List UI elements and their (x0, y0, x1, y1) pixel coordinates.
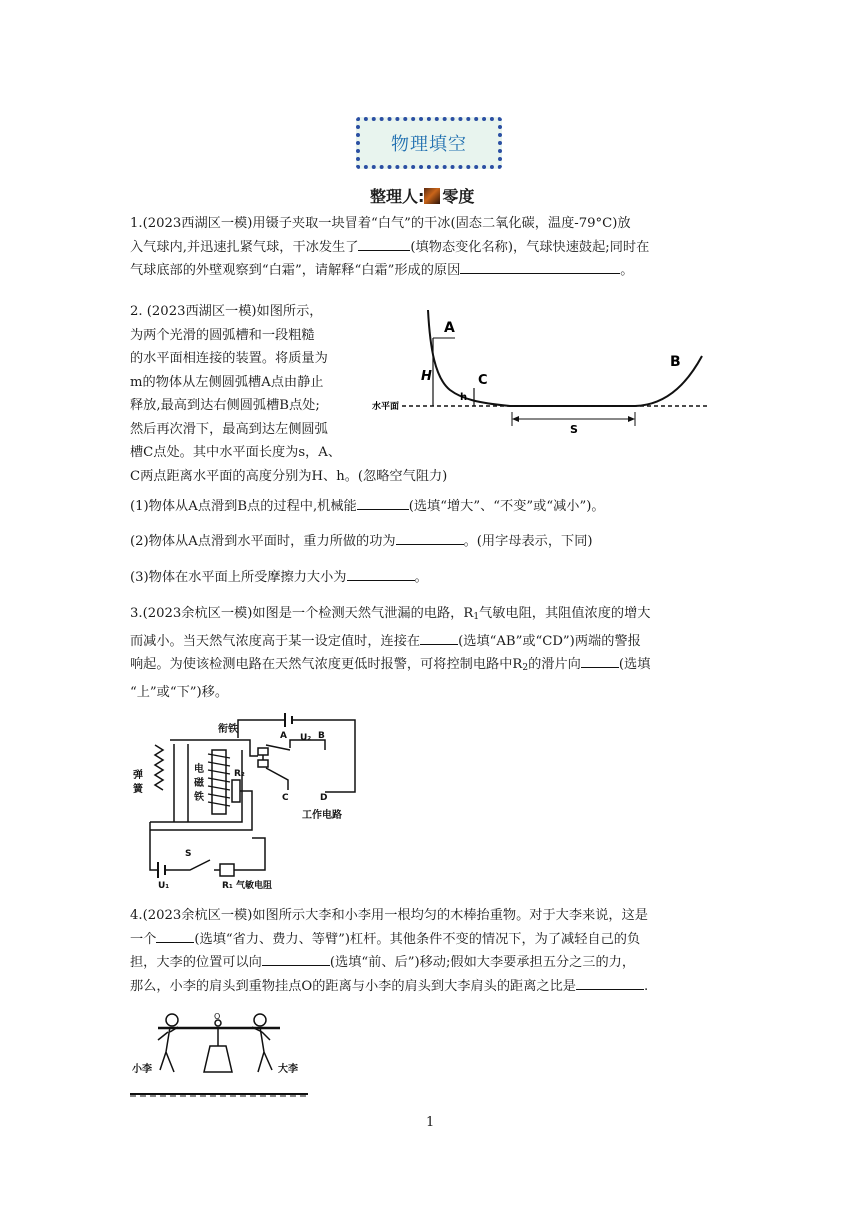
label-C: C (478, 373, 488, 388)
q2-text: 。(用字母表示，下同) (463, 534, 593, 549)
q3-subscript: 1 (473, 612, 480, 622)
q4-line-4 (130, 975, 730, 999)
person-big-body (252, 1027, 272, 1072)
q3-text: 而减小。当天然气浓度高于某一设定值时，连接在 (130, 633, 421, 649)
contact-c (266, 768, 288, 790)
q3-line-3 (130, 653, 730, 681)
q2-line: 的水平面相连接的装置。将质量为 (130, 351, 328, 366)
label-R2: R₂ (234, 769, 245, 779)
q3-line-1 (130, 602, 730, 630)
organizer-label: 整理人: (370, 187, 425, 206)
label-B: B (318, 731, 325, 741)
person-small-body (158, 1027, 178, 1072)
q3-text: (选填“AB”或“CD”)两端的警报 (458, 633, 641, 649)
organizer-name: 零度 (442, 187, 475, 206)
spring (155, 745, 163, 790)
label-s: S (570, 423, 578, 436)
label-magnet-1: 电 (194, 764, 204, 775)
q4-text: 一个 (130, 931, 157, 947)
q1-text: 气球底部的外壁观察到“白霜”，请解释“白霜”形成的原因 (130, 263, 461, 278)
contact-a (266, 745, 290, 750)
label-ground: 水平面 (372, 402, 400, 412)
q4-text: . (644, 978, 649, 994)
q4-text: 担，大李的位置可以向 (130, 955, 262, 970)
q3-line-2 (130, 630, 730, 654)
person-big-head (254, 1014, 266, 1026)
q4-text: (选填“省力、费力、等臂”)杠杆。其他条件不变的情况下，为了减轻自己的负 (194, 931, 641, 947)
person-small-head (166, 1014, 178, 1026)
label-h: h (460, 392, 468, 403)
q2-blank-1[interactable] (357, 495, 409, 510)
q4-line-2 (130, 928, 730, 952)
q4-text: (选填“前、后”)移动;假如大李要承担五分之三的力， (329, 955, 636, 970)
question-1 (130, 212, 730, 283)
q4-line-1: 4.(2023余杭区一模)如图所示大李和小李用一根均匀的木棒抬重物。对于大李来说，这是 (130, 908, 648, 923)
q2-sub-2 (130, 530, 730, 554)
q2-line: 槽C点处。其中水平面长度为s，A、 (130, 445, 342, 460)
q2-blank-2[interactable] (396, 530, 464, 545)
label-D: D (320, 793, 328, 803)
label-work-circuit: 工作电路 (302, 810, 342, 821)
q3-line-4: “上”或“下”)移。 (130, 684, 229, 700)
label-big-li: 大李 (278, 1064, 298, 1075)
q1-text: (填物态变化名称)，气球快速鼓起;同时在 (410, 239, 650, 255)
q2-sub-3 (130, 566, 730, 590)
q3-text: 响起。为使该检测电路在天然气浓度更低时报警，可将控制电路中R (130, 657, 523, 672)
q3-blank-1[interactable] (420, 630, 458, 645)
q1-line-3 (130, 259, 730, 283)
q1-line-2 (130, 236, 730, 260)
page-number: 1 (426, 1115, 435, 1130)
label-H: H (421, 369, 432, 384)
gas-detector-circuit (130, 710, 360, 891)
q2-text: (3)物体在水平面上所受摩擦力大小为 (130, 570, 347, 585)
label-spring-2: 簧 (133, 784, 143, 795)
label-magnet-3: 铁 (194, 792, 204, 803)
q1-text: 入气球内,并迅速扎紧气球，干冰发生了 (130, 239, 359, 255)
q1-line-1: 1.(2023西湖区一模)用镊子夹取一块冒着“白气”的干冰(固态二氧化碳，温度-79°C)放 (130, 216, 631, 231)
q2-line: 为两个光滑的圆弧槽和一段粗糙 (130, 327, 315, 343)
q3-text: 的滑片向 (528, 657, 581, 672)
label-A: A (444, 320, 455, 336)
organizer-logo-icon (424, 188, 440, 204)
q3-text: 3.(2023余杭区一模)如图是一个检测天然气泄漏的电路，R (130, 606, 474, 621)
label-spring-1: 弹 (133, 770, 143, 781)
q2-line: 然后再次滑下，最高到达左侧圆弧 (130, 421, 328, 437)
label-small-li: 小李 (132, 1064, 152, 1075)
label-A: A (280, 731, 287, 741)
label-C: C (282, 793, 289, 803)
label-magnet-2: 磁 (194, 778, 204, 789)
title-box (356, 117, 502, 169)
q4-blank-3[interactable] (576, 975, 644, 990)
s-arrow-head-left (512, 416, 519, 422)
carrying-pole-figure (130, 1010, 310, 1098)
label-U1: U₁ (158, 881, 170, 891)
q2-line: C两点距离水平面的高度分别为H、h。(忽略空气阻力) (130, 468, 448, 484)
q4-blank-1[interactable] (156, 928, 194, 943)
question-4 (130, 904, 730, 998)
q2-blank-3[interactable] (347, 566, 415, 581)
q2-text: (2)物体从A点滑到水平面时，重力所做的功为 (130, 534, 396, 549)
q2-line: 2. (2023西湖区一模)如图所示， (130, 304, 323, 319)
wire (238, 720, 285, 738)
q1-blank-1[interactable] (358, 236, 410, 251)
q2-line: m的物体从左侧圆弧槽A点由静止 (130, 374, 324, 390)
q3-blank-2[interactable] (581, 653, 619, 668)
s-arrow-head-right (628, 416, 635, 422)
q4-blank-2[interactable] (262, 951, 330, 966)
q1-blank-2[interactable] (460, 259, 620, 274)
q4-text: 那么，小李的肩头到重物挂点O的距离与小李的肩头到大李肩头的距离之比是 (130, 978, 576, 994)
label-B: B (670, 354, 681, 370)
q2-text: 。 (414, 570, 428, 585)
label-O: O (214, 1012, 221, 1021)
label-r1: R₁ 气敏电阻 (222, 881, 273, 891)
q2-line: 释放,最高到达右侧圆弧槽B点处; (130, 398, 320, 413)
track-curve (428, 310, 702, 406)
page-title: 物理填空 (391, 134, 467, 155)
heavy-object (204, 1046, 232, 1072)
question-3 (130, 602, 730, 704)
organizer (370, 184, 474, 207)
label-S: S (185, 849, 192, 859)
q1-text: 。 (620, 263, 634, 278)
q2-sub-1 (130, 495, 730, 519)
q3-text: 气敏电阻，其阻值浓度的增大 (479, 606, 651, 621)
question-2-intro (130, 300, 448, 488)
q4-line-3 (130, 951, 730, 975)
label-armature: 衔铁 (218, 724, 238, 735)
track-diagram (370, 308, 720, 436)
q2-text: (1)物体从A点滑到B点的过程中,机械能 (130, 499, 357, 514)
label-U2: U₂ (300, 733, 312, 743)
q3-text: (选填 (618, 657, 651, 672)
q3-subscript: 2 (522, 663, 529, 673)
q2-text: (选填“增大”、“不变”或“减小”)。 (408, 499, 605, 514)
